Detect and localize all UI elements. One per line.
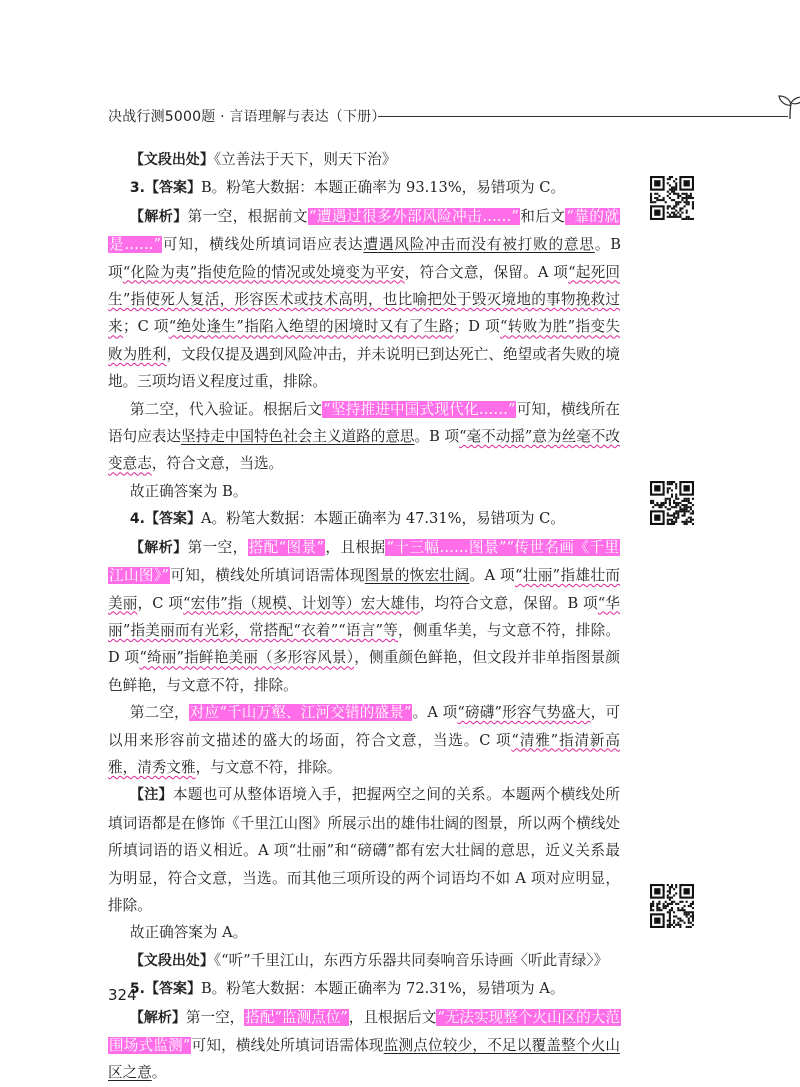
analysis-4-para-1: 【解析】第一空，搭配“图景”，且根据“十三幅……图景”“传世名画《千里江山图》”可知，横线处所填词语需体现图景的恢宏壮阔。A 项“壮丽”指雄壮而美丽，C 项“宏伟”指（规模、计划等）宏大雄伟，均符合文意，保留。B 项“华丽”指美丽而有光彩，常搭配“衣着”“语言”等，侧重华美，与文意不符，排除。D 项“绮丽”指鲜艳美丽（多形容风景），侧重颜色鲜艳，但文段并非单指图景颜色鲜艳，与文意不符，排除。 — [108, 538, 620, 694]
analysis-3-para-2: 第二空，代入验证。根据后文“坚持推进中国式现代化……”可知，横线所在语句应表达坚持走中国特色社会主义道路的意思。B 项“毫不动摇”意为丝毫不改变意志，符合文意，当选。 — [108, 400, 620, 473]
answer-line-3: 3.【答案】B。粉笔大数据：本题正确率为 93.13%，易错项为 C。 — [129, 179, 566, 197]
wavy-phrase: “清雅”指清新高雅，清秀文雅 — [108, 731, 620, 776]
conclusion-3: 故正确答案为 B。 — [129, 482, 248, 500]
highlight: “无法实现整个火山区的大范围场式监测” — [109, 1008, 620, 1054]
wavy-phrase: “华丽”指美丽而有光彩，常搭配“衣着”“语言”等 — [108, 594, 620, 639]
underlined-phrase: 坚持走中国特色社会主义道路的意思 — [180, 428, 415, 446]
highlight: “坚持推进中国式现代化……” — [323, 400, 516, 418]
conclusion-4: 故正确答案为 A。 — [129, 924, 248, 942]
highlight: 搭配“图景” — [248, 538, 324, 556]
header-rule — [378, 116, 788, 117]
highlight: “遭遇过很多外部风险冲击……” — [308, 207, 519, 225]
wavy-phrase: “绝处逢生”指陷入绝望的困境时又有了生路 — [168, 318, 454, 336]
wavy-phrase: “磅礴”形容气势盛大 — [457, 704, 591, 722]
wavy-phrase: “宏伟”指（规模、计划等）宏大雄伟 — [183, 594, 420, 612]
qr-code-icon[interactable] — [650, 481, 694, 525]
wavy-phrase: “转败为胜”指变失败为胜利 — [108, 318, 620, 363]
highlight: 对应“千山万壑、江河交错的盛景” — [189, 704, 412, 722]
wavy-phrase: “毫不动摇”意为丝毫不改变意志 — [108, 428, 620, 473]
wavy-phrase: “起死回生”指使死人复活，形容医术或技术高明，也比喻把处于毁灭境地的事物挽救过来 — [108, 263, 620, 336]
analysis-3-para-1: 【解析】第一空，根据前文“遭遇过很多外部风险冲击……”和后文“靠的就是……”可知，横线处所填词语应表达遭遇风险冲击而没有被打败的意思。B 项“化险为夷”指使危险的情况或处境变为平安，符合文意，保留。A 项“起死回生”指使死人复活，形容医术或技术高明，也比喻把处于毁灭境地的事物挽救过来；C 项“绝处逢生”指陷入绝望的困境时又有了生路；D 项“转败为胜”指变失败为胜利，文段仅提及遇到风险冲击，并未说明已到达死亡、绝望或者失败的境地。三项均语义程度过重，排除。 — [108, 207, 621, 391]
underlined-phrase: 遭遇风险冲击而没有被打败的意思 — [363, 236, 595, 254]
highlight: “靠的就是……” — [109, 207, 619, 254]
underlined-phrase: 监测点位较少，不足以覆盖整个火山区之意 — [108, 1037, 620, 1082]
source-line-1: 【文段出处】《立善法于天下，则天下治》 — [129, 151, 397, 168]
answer-line-4: 4.【答案】A。粉笔大数据：本题正确率为 47.31%，易错项为 C。 — [129, 510, 565, 528]
qr-code-icon[interactable] — [650, 884, 694, 928]
wavy-phrase: “化险为夷”指使危险的情况或处境变为平安 — [122, 263, 405, 281]
highlight: “十三幅……图景”“传世名画《千里江山图》” — [109, 538, 619, 585]
qr-code-icon[interactable] — [650, 176, 694, 220]
book-title: 决战行测5000题 · 言语理解与表达（下册） — [108, 109, 386, 125]
page-content — [108, 146, 620, 1087]
wavy-phrase: “壮丽”指雄壮而美丽 — [108, 567, 620, 612]
answer-line-5: 5.【答案】B。粉笔大数据：本题正确率为 72.31%，易错项为 A。 — [129, 980, 565, 998]
analysis-5-para-1: 【解析】第一空，搭配“监测点位”，且根据后文“无法实现整个火山区的大范围场式监测”可知，横线处所填词语需体现监测点位较少，不足以覆盖整个火山区之意。 — [108, 1008, 620, 1082]
page-number: 324 — [108, 986, 137, 1004]
source-line-4: 【文段出处】《“听”千里江山，东西方乐器共同奏响音乐诗画〈听此青绿〉》 — [129, 951, 609, 969]
page-header — [108, 104, 708, 128]
wavy-phrase: “绮丽”指鲜艳美丽（多形容风景） — [139, 649, 355, 667]
note-4: 【注】本题也可从整体语境入手，把握两空之间的关系。本题两个横线处所填词语都是在修饰《千里江山图》所展示出的雄伟壮阔的图景，所以两个横线处所填词语的语义相近。A 项“壮丽”和“磅礴”都有宏大壮阔的意思，近义关系最为明显，符合文意，当选。而其他三项所设的两个词语均不如 A 项对应明显，排除。 — [108, 786, 620, 914]
highlight: 搭配“监测点位” — [245, 1008, 348, 1026]
sprout-icon — [776, 92, 800, 120]
analysis-4-para-2: 第二空，对应“千山万壑、江河交错的盛景”。A 项“磅礴”形容气势盛大，可以用来形容前文描述的盛大的场面，符合文意，当选。C 项“清雅”指清新高雅，清秀文雅，与文意不符，排除。 — [108, 704, 620, 776]
underlined-phrase: 图景的恢宏壮阔 — [364, 567, 470, 585]
